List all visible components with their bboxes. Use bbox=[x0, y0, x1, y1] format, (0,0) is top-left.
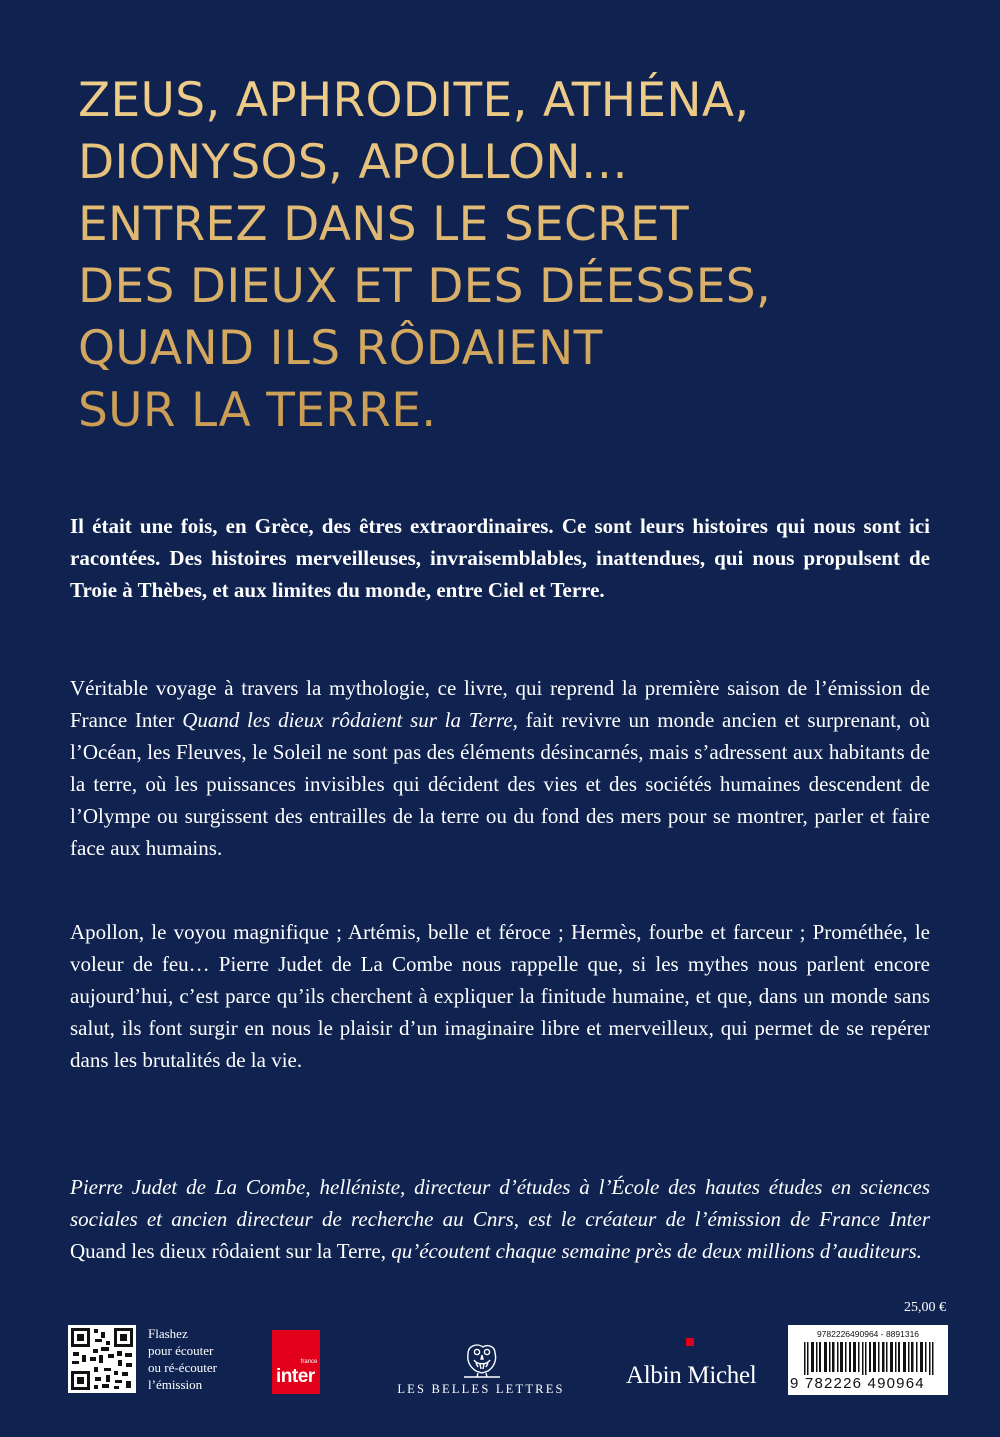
description-text: Véritable voyage à travers la mythologie, ce livre, qui reprend la première saison de l’émission de France Inter bbox=[70, 676, 930, 732]
barcode-bars bbox=[804, 1342, 934, 1375]
les-belles-lettres-logo: LES BELLES LETTRES bbox=[397, 1382, 565, 1396]
headline-line: SUR LA TERRE. bbox=[78, 383, 437, 438]
show-title: Quand les dieux rôdaient sur la Terre, bbox=[182, 708, 518, 732]
france-inter-logo bbox=[272, 1330, 320, 1394]
qr-caption bbox=[148, 1325, 258, 1393]
albin-michel-mark bbox=[686, 1338, 694, 1346]
headline-line: ZEUS, APHRODITE, ATHÉNA, bbox=[78, 73, 750, 128]
qr-caption-line: pour écouter bbox=[148, 1343, 214, 1358]
author-bio-text: Pierre Judet de La Combe, helléniste, directeur d’études à l’École des hautes études en sciences sociales et ancien directeur de recherche au Cnrs, est le créateur de l’émission de France Inter bbox=[70, 1175, 930, 1231]
qr-caption-line: ou ré-écouter bbox=[148, 1360, 217, 1375]
france-inter-logo-small: france bbox=[300, 1359, 318, 1365]
show-title: Quand les dieux rôdaient sur la Terre, bbox=[70, 1239, 386, 1263]
owl-icon bbox=[462, 1340, 502, 1378]
barcode-number: 9 782226 490964 bbox=[790, 1375, 925, 1392]
author-bio-text: qu’écoutent chaque semaine près de deux millions d’auditeurs. bbox=[385, 1239, 922, 1263]
headline-line: DIONYSOS, APOLLON… bbox=[78, 135, 629, 190]
characters-paragraph: Apollon, le voyou magnifique ; Artémis, belle et féroce ; Hermès, fourbe et farceur ; Prométhée, le voleur de feu… Pierre Judet de La Combe nous rappelle que, si les mythes nous parlent encore aujourd’hui, c’est parce qu’ils cherchent à expliquer la finitude humaine, et que, dans un monde sans salut, ils font surgir en nous le plaisir d’un imaginaire libre et merveilleux, qui permet de se repérer dans les brutalités de la vie. bbox=[70, 920, 930, 1072]
qr-caption-line: Flashez bbox=[148, 1326, 188, 1341]
price: 25,00 € bbox=[904, 1300, 946, 1315]
description-text: fait revivre un monde ancien et surprenant, où l’Océan, les Fleuves, le Soleil ne sont pas des éléments désincarnés, mais s’adressent aux habitants de la terre, où les puissances invisibles qui décident des vies et des sociétés humaines descendent de l’Olympe ou surgissent des entrailles de la terre ou du fond des mers pour se montrer, parler et faire face aux humains. bbox=[70, 708, 930, 860]
headline-line: ENTREZ DANS LE SECRET bbox=[78, 197, 690, 252]
lead-paragraph: Il était une fois, en Grèce, des êtres extraordinaires. Ce sont leurs histoires qui nous sont ici racontées. Des histoires merveilleuses, invraisemblables, inattendues, qui nous propulsent de Troie à Thèbes, et aux limites du monde, entre Ciel et Terre. bbox=[70, 514, 930, 602]
france-inter-logo-big: inter bbox=[276, 1366, 315, 1387]
qr-code[interactable] bbox=[68, 1325, 136, 1393]
description-paragraph bbox=[70, 672, 930, 864]
qr-caption-line: l’émission bbox=[148, 1377, 203, 1392]
albin-michel-logo: Albin Michel bbox=[626, 1362, 757, 1389]
headline-line: DES DIEUX ET DES DÉESSES, bbox=[78, 259, 772, 314]
barcode-top-number: 9782226490964 - 8891316 bbox=[816, 1329, 920, 1339]
author-bio bbox=[70, 1171, 930, 1267]
headline-line: QUAND ILS RÔDAIENT bbox=[78, 321, 603, 376]
headline bbox=[78, 70, 958, 442]
barcode bbox=[788, 1325, 948, 1395]
